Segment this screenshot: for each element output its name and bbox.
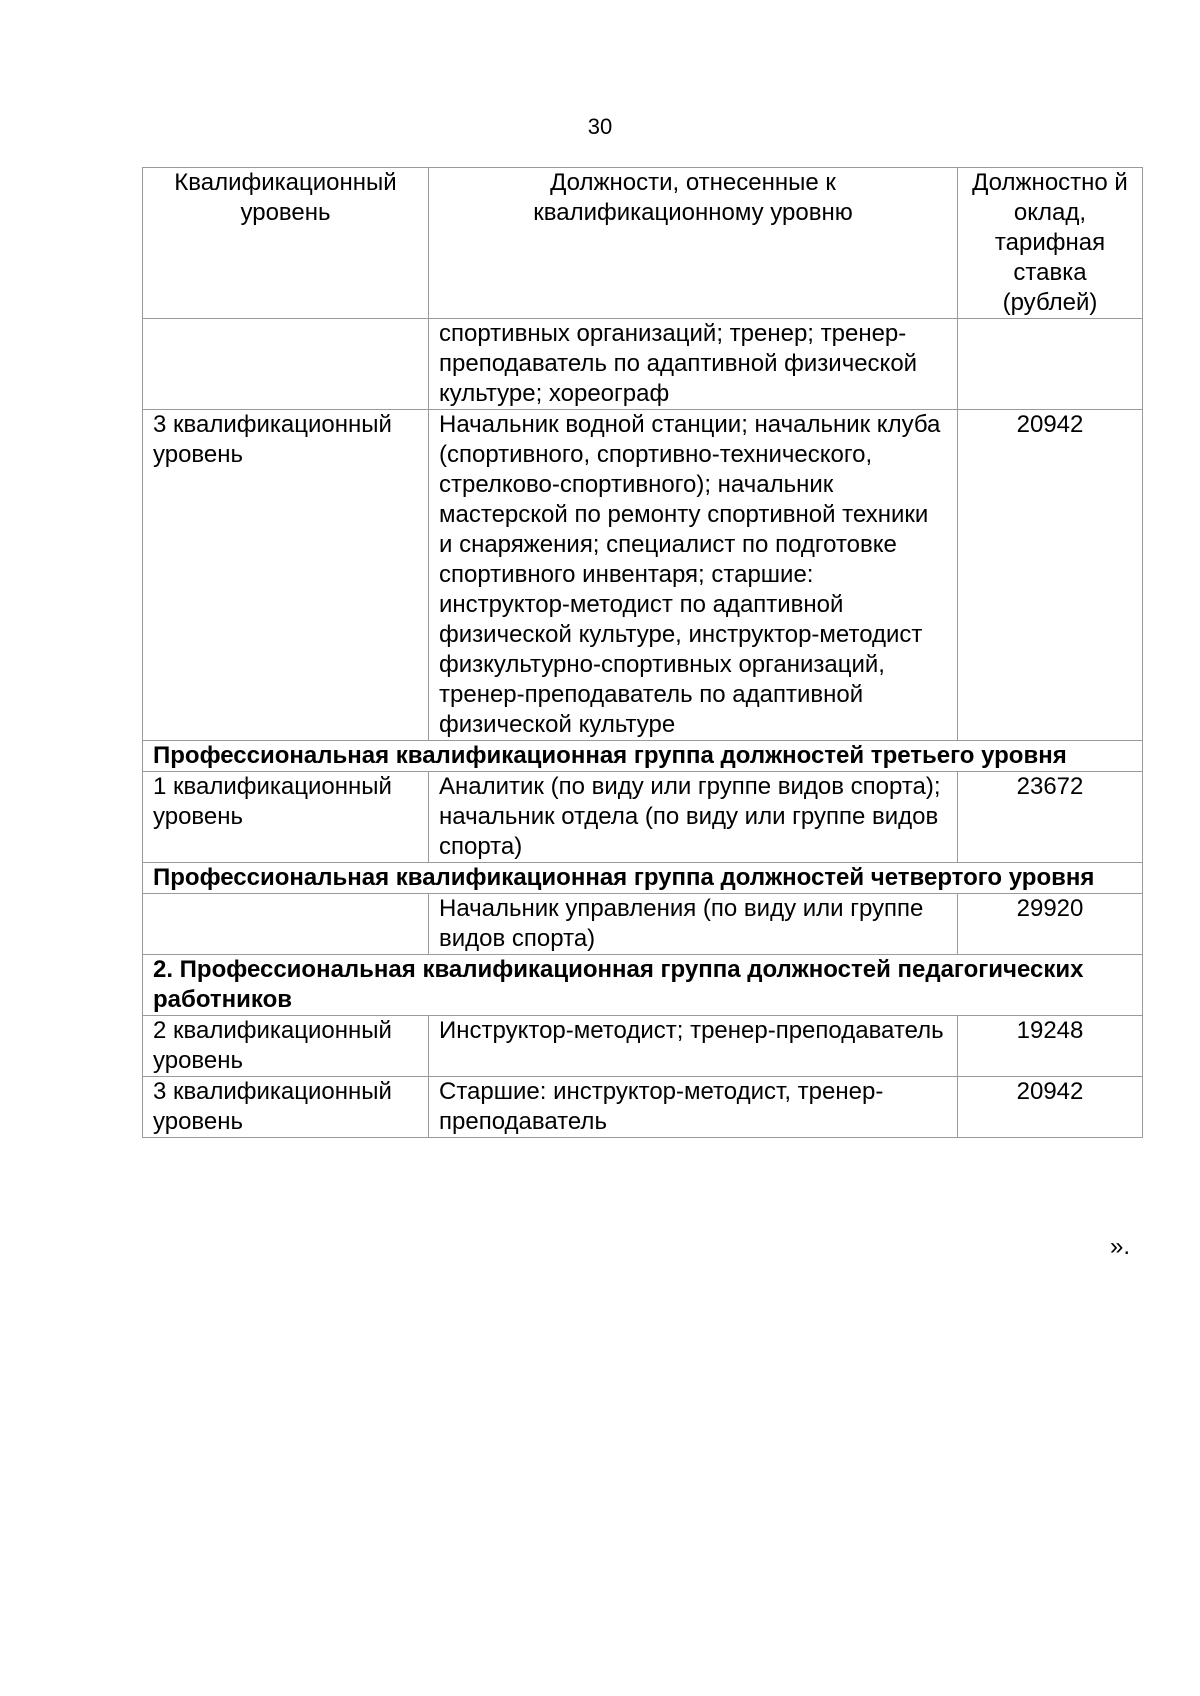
cell-level: 3 квалификационный уровень — [143, 1077, 429, 1138]
table-row — [143, 410, 1143, 741]
group-title: Профессиональная квалификационная группа должностей четвертого уровня — [143, 863, 1143, 894]
cell-positions: Старшие: инструктор-методист, тренер-преподаватель — [429, 1077, 958, 1138]
header-level: Квалификационный уровень — [143, 168, 429, 319]
table-row — [143, 894, 1143, 955]
cell-level: 2 квалификационный уровень — [143, 1016, 429, 1077]
cell-salary: 20942 — [958, 410, 1143, 741]
cell-salary: 19248 — [958, 1016, 1143, 1077]
qualification-table — [142, 167, 1143, 1138]
cell-level — [143, 894, 429, 955]
table-row — [143, 1016, 1143, 1077]
cell-positions: Начальник управления (по виду или группе видов спорта) — [429, 894, 958, 955]
header-positions: Должности, отнесенные к квалификационному уровню — [429, 168, 958, 319]
table-header-row — [143, 168, 1143, 319]
group-row — [143, 955, 1143, 1016]
cell-positions: Инструктор-методист; тренер-преподаватель — [429, 1016, 958, 1077]
closing-quote-mark: ». — [1110, 1233, 1131, 1260]
cell-salary: 23672 — [958, 772, 1143, 863]
group-row — [143, 863, 1143, 894]
group-title: Профессиональная квалификационная группа должностей третьего уровня — [143, 741, 1143, 772]
cell-positions: спортивных организаций; тренер; тренер-преподаватель по адаптивной физической культуре; хореограф — [429, 319, 958, 410]
header-salary: Должностно й оклад, тарифная ставка (рублей) — [958, 168, 1143, 319]
page-number: 30 — [587, 114, 613, 139]
cell-positions: Аналитик (по виду или группе видов спорта); начальник отдела (по виду или группе видов спорта) — [429, 772, 958, 863]
group-title: 2. Профессиональная квалификационная группа должностей педагогических работников — [143, 955, 1143, 1016]
cell-positions: Начальник водной станции; начальник клуба (спортивного, спортивно-технического, стрелково-спортивного); начальник мастерской по ремонту спортивной техники и снаряжения; специалист по подготовке спортивного инвентаря; старшие: инструктор-методист по адаптивной физической культуре, инструктор-методист физкультурно-спортивных организаций, тренер-преподаватель по адаптивной физической культуре — [429, 410, 958, 741]
cell-level — [143, 319, 429, 410]
group-row — [143, 741, 1143, 772]
cell-salary: 20942 — [958, 1077, 1143, 1138]
cell-level: 1 квалификационный уровень — [143, 772, 429, 863]
cell-level: 3 квалификационный уровень — [143, 410, 429, 741]
table-row — [143, 772, 1143, 863]
table-row — [143, 319, 1143, 410]
cell-salary: 29920 — [958, 894, 1143, 955]
cell-salary — [958, 319, 1143, 410]
table-row — [143, 1077, 1143, 1138]
